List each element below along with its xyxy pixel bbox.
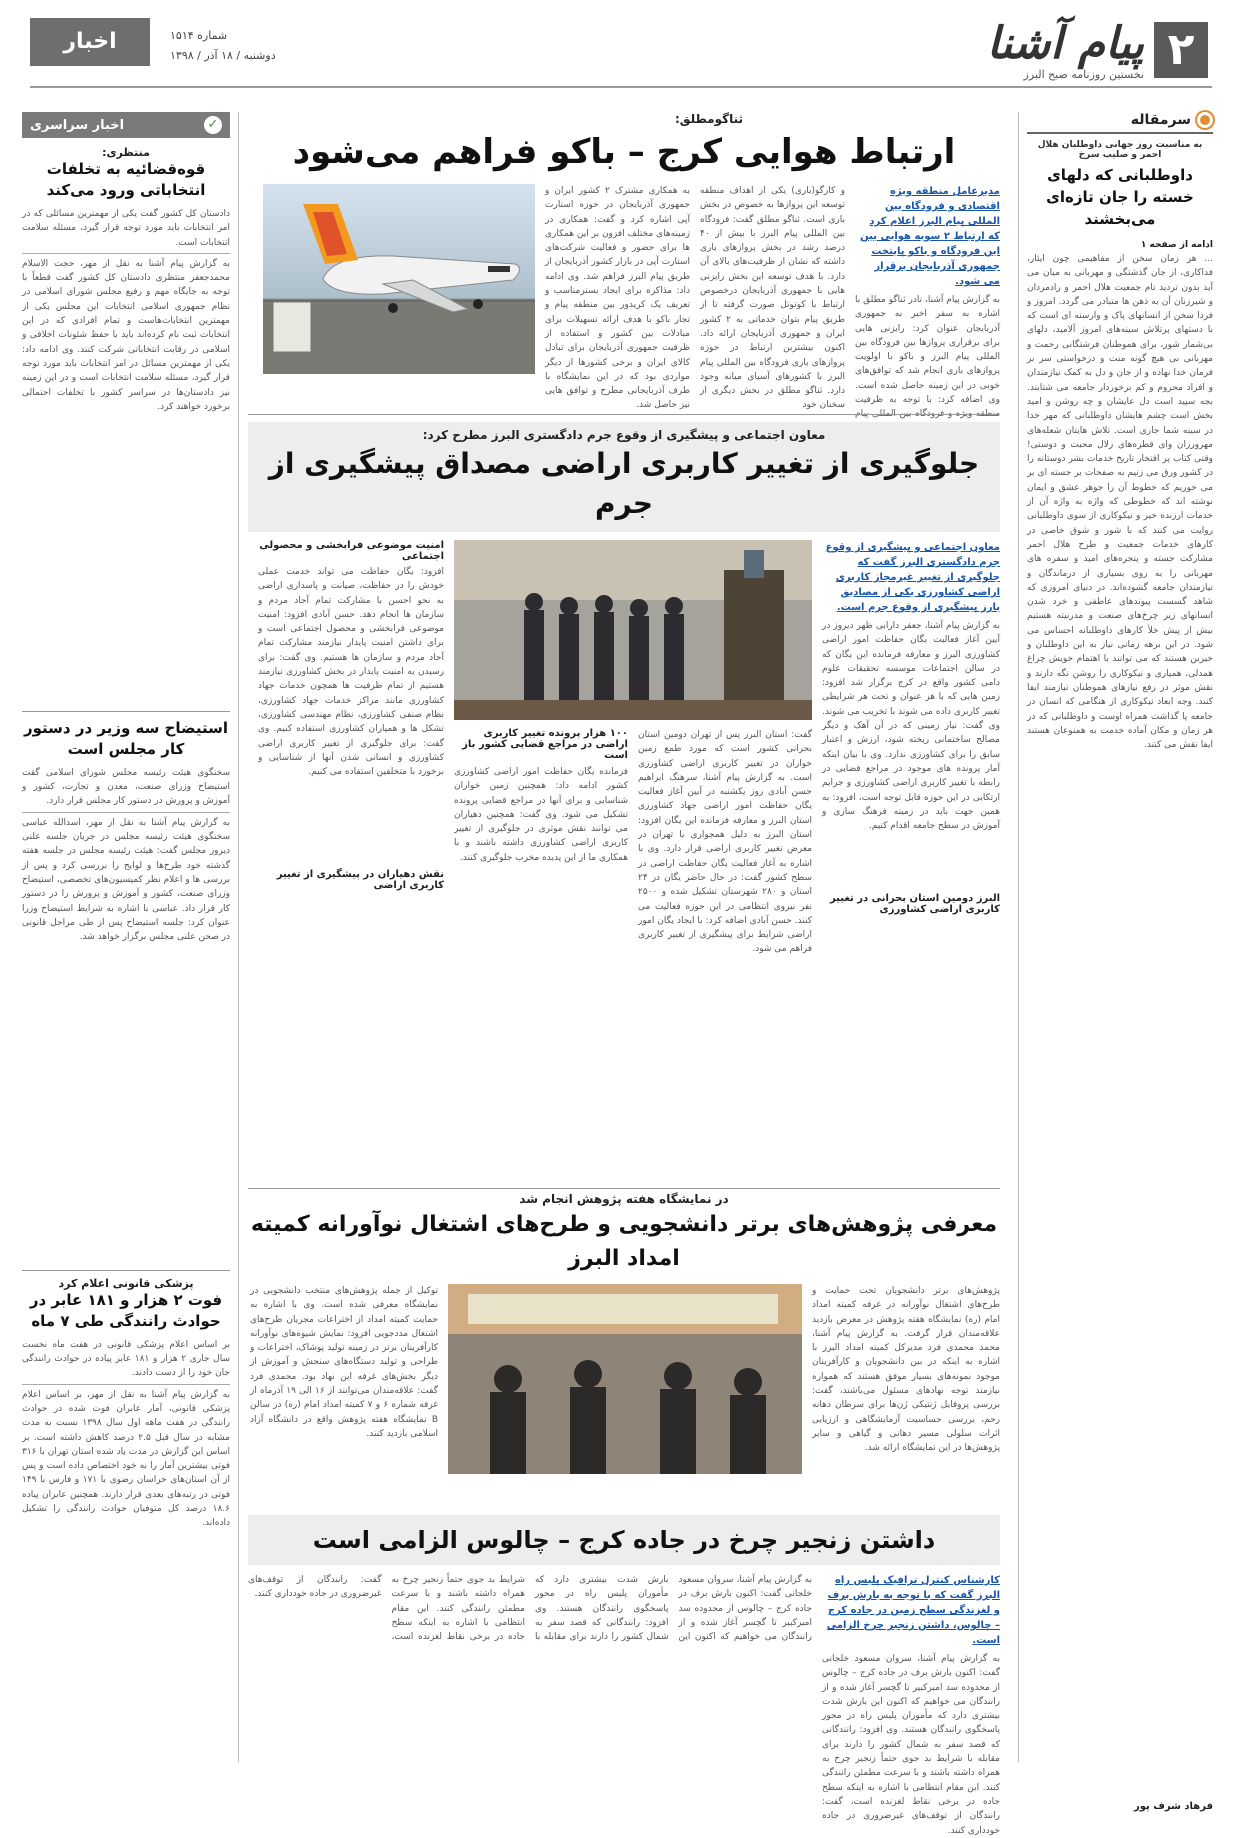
news-item	[22, 718, 230, 1264]
lead-kicker: ثناگومطلق:	[674, 112, 744, 126]
land-subhead: امنیت موضوعی فرابخشی و محصولی اجتماعی	[259, 540, 444, 562]
chain-title: داشتن زنجیر چرخ در جاده کرج – چالوس الزامی است	[312, 1526, 936, 1554]
research-story	[248, 1192, 1000, 1512]
lead-col	[700, 184, 846, 411]
chain-story	[248, 1515, 1000, 1836]
lead-col	[855, 184, 1000, 420]
airplane-photo	[263, 184, 535, 374]
land-col	[258, 540, 444, 990]
news-column	[22, 112, 230, 1762]
research-col-text: پژوهش‌های برتر دانشجویان تحت حمایت و طرح‌های اشتغال نوآورانه در غرفه کمیته امداد امام (ره) نمایشگاه هفته پژوهش در معرض بازدید علاقه‌مندان قرار گرفت. به گزارش پیام آشنا، محمد محمدی فرد مدیرکل کمیته امداد البرز با اشاره به اینکه در بین دانشجویان و کارآفرینان موجود نمونه‌های بسیار موفق هستند که همواره نیازمند توجه نهادهای مسئول می‌باشند، گفت: بررسی پروفایل ژنتیکی ژن‌ها برای سرطان دهانه رحم، بررسی حساسیت آزمایشگاهی و ارزیابی اثرات سلولی مسیر دهانی و گیاهی و سایر پژوهش‌ها در این نمایشگاه ارائه شد.	[812, 1286, 1000, 1454]
editorial-continued: ادامه از صفحه ۱	[1140, 240, 1213, 250]
editorial-label: سرمقاله	[1130, 112, 1191, 128]
research-photo	[448, 1284, 802, 1474]
chain-col-text: به گزارش پیام آشنا، سروان مسعود خلجانی گفت: اکنون بارش برف در جاده کرج – چالوس از محدوده سد امیرکبیر تا گچسر آغاز شده و از رانندگان می خواهیم که اکنون این بارش شدت بیشتری دارد که مأموران پلیس راه در محور پاسخگوی رانندگان هستند. وی افزود: رانندگانی که قصد سفر به شمال کشور را دارند برای مقابله با شرایط بد جوی حتماً زنجیر چرخ به همراه داشته باشند و با سرعت مطمئن رانندگی کنند. این مقام انتظامی با اشاره به اینکه سطح جاده در برخی نقاط لغزنده است، گفت: رانندگان از توقف‌های غیرضروری در جاده خودداری کنند.	[248, 1575, 812, 1643]
masthead	[30, 18, 1212, 88]
lead-title: ارتباط هوایی کرج – باکو فراهم می‌شود	[292, 132, 956, 172]
news-body: به گزارش پیام آشنا به نقل از مهر، حجت الاسلام محمدجعفر منتظری دادستان کل کشور گفت قطعاً با توجه به جایگاه مهم و رفیع مجلس شورای اسلامی در نظام جمهوری اسلامی انتخابات این مجلس یکی از مهمترین انتخابات‌هاست و تمام افرادی که در این انتخابات ثبت نام کرده‌اند باید با حفظ شئونات اخلاقی و اسلامی در رقابت انتخاباتی شرکت کنند. وی ادامه داد: یکی از مهمترین مسائل در امر انتخابات باید مورد توجه قرار گیرد، مسئله سلامت انتخابات است و در این زمینه نیز دادستان‌ها در سراسر کشور با تخلفات احتمالی برخورد خواهند کرد.	[22, 258, 230, 412]
land-subhead: ۱۰۰ هزار پرونده تغییر کاربری اراضی در مراجع قضایی کشور باز است	[462, 728, 628, 761]
issue-number: شماره ۱۵۱۴	[170, 29, 228, 42]
editorial-author: فرهاد شرف پور	[1133, 1801, 1213, 1812]
column-divider	[238, 112, 239, 1762]
check-icon: ✓	[204, 116, 222, 134]
news-header	[22, 112, 230, 138]
issue-meta	[170, 26, 276, 66]
editorial-column	[1027, 112, 1213, 1812]
page-number: ۲	[1154, 22, 1208, 78]
newspaper-logo: پیام آشنا	[986, 18, 1144, 69]
section-divider	[248, 1188, 1000, 1189]
issue-date: دوشنبه / ۱۸ آذر / ۱۳۹۸	[170, 49, 276, 62]
news-title: استیضاح سه وزیر در دستور کار مجلس است	[24, 718, 228, 758]
exhibition-illustration	[448, 1284, 802, 1474]
land-kicker: معاون اجتماعی و پیشگیری از وقوع جرم دادگستری البرز مطرح کرد:	[422, 428, 826, 442]
airplane-illustration	[263, 184, 535, 374]
section-label: اخبار	[30, 18, 150, 66]
lead-col	[544, 184, 690, 411]
chain-col	[822, 1573, 1000, 1836]
tagline: نخستین روزنامه صبح البرز	[1023, 68, 1144, 81]
column-divider	[1018, 112, 1019, 1762]
land-story	[248, 422, 1000, 955]
news-body: به گزارش پیام آشنا به نقل از مهر، اسدالله عباسی سخنگوی هیئت رئیسه مجلس در جریان جلسه علنی دیروز مجلس گفت: هیئت رئیسه مجلس در جلسه هفته گذشته خود طرح‌ها و لوایح را بررسی کرد و پس از بررسی ها و اعلام نظر کمیسیون‌های تخصصی، استیضاح وزرای صنعت، کشور و آموزش و پرورش را در دستور کار قرار داد. عباسی با اشاره به شرایط استیضاح وزرا عنوان کرد: جلسه استیضاح پس از طی مراحل قانونی در صحن علنی مجلس برگزار خواهد شد.	[22, 817, 230, 943]
ceremony-photo	[454, 540, 812, 720]
lead-col-text: به همکاری مشترک ۲ کشور ایران و جمهوری آذربایجان در حوزه استارت آپی اشاره کرد و گفت: همکاری در زمینه‌های مختلف افزون بر این همکاری ها برای حضور و فعالیت شرکت‌های استارت آپی در بازار کشور آذربایجان از طریق پیام البرز فراهم شد. وی ادامه داد: مذاکره برای ایجاد بسترمناسب و تعریف یک کریدور بین منطقه پیام و تجار باکو با هدف ارائه تسهیلات برای مبادلات بین کشور و استفاده از ظرفیت جمهوری آذربایجان برای تبادل کالای ایران و برخی کشورها از دیگر مواردی بود که در این نمایشگاه با طرف آذربایجانی مطرح و توافق هایی نیز حاصل شد.	[544, 186, 690, 411]
news-lead: سخنگوی هیئت رئیسه مجلس شورای اسلامی گفت استیضاح وزرای صنعت، معدن و تجارت، کشور و آموزش و پرورش در دستور کار مجلس قرار دارد.	[22, 766, 230, 813]
editorial-header	[1027, 112, 1213, 134]
land-col-text: گفت: استان البرز پس از تهران دومین استان بحرانی کشور است که مورد طمع زمین خواران در تغییر کاربری اراضی کشاورزی است. به گزارش پیام آشنا، سرهنگ ابراهیم حسن آبادی روز یکشنبه در آیین آغاز فعالیت یگان حفاظت امور اراضی جهاد کشاورزی استان البرز و معارفه فرمانده این یگان افزود: استان البرز به دلیل همجواری با تهران در معرض تغییر کاربری اراضی قرار دارد. وی با اشاره به آغاز فعالیت یگان حفاظت اراضی در سطح کشور گفت: در حال حاضر یگان در ۲۴ استان و ۲۸۰ شهرستان تشکیل شده و ۲۵۰۰ نفر نیروی انتظامی در این حوزه فعالیت می کنند. حسن آبادی اضافه کرد: با ایجاد یگان امور اراضی شرایط برای پیشگیری از تغییر کاربری فراهم می شود.	[638, 730, 812, 955]
chain-columns	[248, 1573, 1000, 1836]
news-kicker: پزشکی قانونی اعلام کرد	[58, 1276, 194, 1290]
land-col-text: به گزارش پیام آشنا، جعفر دارابی ظهر دیروز در آیین آغاز فعالیت یگان حفاظت امور اراضی کشاورزی البرز و معارفه فرمانده این یگان که در سالن اجتماعات موسسه تحقیقات علوم دامی کشور واقع در کرج برگزار شد افزود: زمین هایی که با هر عنوان و تحت هر شرایطی تغییر کاربری داده می شوند با تخریب می شوند. وی گفت: نیاز زمینی که در آن آهک و دیگر مصالح ساختمانی ریخته شود، ارزش و اعتبار سابق را برای کشاورزی ندارد. وی با بیان اینکه آمار پرونده های موجود در مراجع قضایی در رابطه با تغییر کاربری اراضی کشاورزی و جرایم ارتکابی در این حوزه قابل توجه است، افزود: به همین جهت باید در زمینه فرهنگ سازی و آموزش در سطح جامعه اقدام کنیم.	[822, 621, 1000, 832]
news-item	[22, 146, 230, 705]
land-col	[822, 540, 1000, 990]
land-col-text: فرمانده یگان حفاظت امور اراضی کشاورزی کشور ادامه داد: همچنین زمین خواران شناسایی و برای آنها در مراجع قضایی پرونده تشکیل می شود. وی گفت: همچنین دهیاران می توانند نقش موثری در جلوگیری از تغییر کاربری اراضی کشاورزی داشته باشند و با همکاری ما از این پدیده مخرب جلوگیری کنند.	[454, 767, 628, 863]
lead-story	[248, 112, 1000, 420]
lead-col-text: به گزارش پیام آشنا، نادر ثناگو مطلق با اشاره به سفر اخیر به جمهوری آذربایجان عنوان کرد: رایزنی هایی برای برقراری پروازها بین فرودگاه بین المللی پیام البرز و باکو با اولویت پروازهای باری انجام شد که توافق‌های خوبی در این زمینه حاصل شده است. وی اضافه کرد: با توجه به ظرفیت منطقه ویژه و فرودگاه بین المللی پیام	[855, 295, 1000, 420]
land-col	[638, 728, 812, 995]
land-subhead: البرز دومین استان بحرانی در تغییر کاربری اراضی کشاورزی	[829, 893, 1000, 915]
lead-columns	[248, 184, 1000, 420]
land-middle	[454, 540, 812, 990]
chain-intro: کارشناس کنترل ترافیک پلیس راه البرز گفت که با توجه به بارش برف و لغزندگی سطح زمین در جاده کرج – چالوس، داشتن زنجیر چرخ الزامی است.	[826, 1575, 1000, 1646]
news-title: فوت ۲ هزار و ۱۸۱ عابر در حوادث رانندگی طی ۷ ماه	[29, 1290, 223, 1330]
section-divider	[248, 414, 1000, 415]
research-title: معرفی پژوهش‌های برتر دانشجویی و طرح‌های اشتغال نوآورانه کمیته امداد البرز	[250, 1212, 998, 1271]
editorial-body: ... هر زمان سخن از مفاهیمی چون ایثار، فداکاری، از جان گذشتگی و مهربانی به میان می آید بدون تردید نام جمعیت هلال احمر و رادمردان و شیرزنان آن به ذهن ها متبادر می گردد. امروز و فردا سخن از انسانهای پاک و وارسته ای است که با دستهای پرتلاش سینه‌های امروز آلامید، دلهای بی‌شمار شور، برای هموطنان فرشتگانی رحمت و مهربانی بی هیچ گونه منت و درخواستی سر بر فرمان خدا نهاده و از جان و دل به کمک نیازمندان و افراد محروم و کم برخوردار جامعه می شتابند. بجه سپید است دل عایشان و چه روشن و امید بخش است چشم هایشان داوطلبانی که مهر خدا در سینه شما جاری است. تلاش هایتان شعله‌های مهرورزان وای قطره‌های زلال محبت و دوستی! وقتی کتاب پر افتخار تاریخ خدمات بشر دوستانه را در کشور ورق می زنیم به صفحات بر جسته ای بر می خوریم که خطوط آن را جوهر عشق و ایمان نوشته اند که خطوطی که واژه به واژه آن از خدمات ارزنده خیر و نیکوکاری از سوی داوطلبانی روایت می کنند که با شور و شوق خاصی در کارهای خدمات جمعیت و طرح هلال احمر مشارکت جسته و پنجره‌های امید و سفره های مهربانی را به روی بسیاری از درماندگان و نیازمندان جامعه گشوده‌اند. در دنیای امروزی که شاهد گسست پیوندهای عاطفی و خرد شدن انسانهای زیر چرخ‌های صنعت و مدرنیته هستیم بیش از پیش خلأ کارهای داوطلبانه احساس می شود. در این برهه زمانی نیاز به این داوطلبان و خیرین هستند که می توانند با اهتمام خویش چراغ همدلی، همیاری و نیکوکاری را روشن نگه دارند و نقش موثر در رفع نیازهای هموطنان نیازمند ایفا کنند. وجه ابعاد نیکوکاری از هنگامی که انسان در جامعه پا گذاشت همراه اوست و داوطلبانی که در هر زمان و مکان آماده خدمت به همنوعان هستند ایفا نقش می کنند.	[1027, 254, 1213, 751]
research-col	[250, 1284, 438, 1544]
news-lead: بر اساس اعلام پزشکی قانونی در هفت ماه نخست سال جاری ۲ هزار و ۱۸۱ عابر پیاده در حوادث رانندگی جان خود را از دست دادند.	[22, 1338, 230, 1385]
editorial-title: داوطلبانی که دلهای خسته را جان تازه‌ای می‌بخشند	[1046, 166, 1194, 228]
land-title: جلوگیری از تغییر کاربری اراضی مصداق پیشگیری از جرم	[268, 447, 980, 520]
research-columns	[248, 1284, 1000, 1544]
research-col-text: توکیل از جمله پژوهش‌های منتخب دانشجویی در نمایشگاه معرفی شده است. وی با اشاره به حمایت کمیته امداد از اختراعات مجریان طرح‌های اشتغال مددجویی افزود: نمایش شیوه‌های نوآورانه کارآفرینان برتر در زمینه تولید پوشاک، اختراعات و طراحی و تولید دستگاه‌های سنجش و آموزش از دیگر بخش‌های غرفه این نهاد بود. محمدی فرد گفت: علاقه‌مندان می‌توانند از ۱۶ الی ۱۹ آذرماه از غرفه شماره ۶ و ۷ کمیته امداد امام (ره) در سالن B نمایشگاه هفته پژوهش واقع در دانشگاه آزاد اسلامی بازدید کنند.	[250, 1286, 438, 1439]
land-col	[454, 728, 628, 995]
research-kicker: در نمایشگاه هفته پژوهش انجام شد	[519, 1192, 729, 1206]
land-intro: معاون اجتماعی و پیشگیری از وقوع جرم دادگستری البرز گفت که جلوگیری از تغییر غیرمجاز کاربری اراضی کشاورزی یکی از مصادیق بارز پیشگیری از وقوع جرم است.	[825, 542, 1000, 613]
ceremony-illustration	[454, 540, 812, 720]
news-lead: دادستان کل کشور گفت یکی از مهمترین مسائلی که در امر انتخابات باید مورد توجه قرار گیرد، مسئله سلامت انتخابات است.	[22, 207, 230, 254]
research-col	[812, 1284, 1000, 1544]
chain-col-text: به گزارش پیام آشنا، سروان مسعود خلجانی گفت: اکنون بارش برف در جاده کرج – چالوس از محدوده سد امیرکبیر تا گچسر آغاز شده و از رانندگان می خواهیم که اکنون این بارش شدت بیشتری دارد که مأموران پلیس راه در محور پاسخگوی رانندگان هستند. وی افزود: رانندگانی که قصد سفر به شمال کشور را دارند برای مقابله با شرایط بد جوی حتماً زنجیر چرخ به همراه داشته باشند و با سرعت مطمئن رانندگی کنند. این مقام انتظامی با اشاره به اینکه سطح جاده در برخی نقاط لغزنده است، گفت: رانندگان از توقف‌های غیرضروری در جاده خودداری کنند.	[822, 1654, 1000, 1836]
news-divider	[22, 711, 230, 712]
lead-col-text: و کارگو(باری) یکی از اهداف منطقه توسعه این پروازها به خصوص در بخش باری است. ثناگو مطلق گفت: فرودگاه بین المللی پیام البرز با بیش از ۴۰ درصد رشد در بخش پروازهای باری داشته که نشان از ظرفیت‌های بالای آن دارد. با هدف توسعه این بخش رایزنی هایی با جمهوری آذربایجان درخصوص ارتباط با کوتوتل صورت گرفته تا از طریق پیام بتوان خدماتی به ۲ کشور ایران و جمهوری آذربایجان ارائه داد. اکنون بیشترین ارتباط در حوزه پروازهای باری فرودگاه بین المللی پیام البرز با کشورهای آسیای میانه وجود دارد. ثناگو مطلق در بخش دیگری از سخنان خود	[700, 186, 846, 411]
chain-col	[248, 1573, 812, 1782]
land-subhead: نقش دهیاران در پیشگیری از تغییر کاربری اراضی	[276, 869, 444, 891]
news-label: اخبار سراسری	[30, 117, 125, 133]
land-col-text: افزود: یگان حفاظت می تواند خدمت عملی خودش را در حفاظت، صیانت و پاسداری اراضی به نحو احسن با مشارکت تمام آحاد مردم و سازمان ها انجام دهد. حسن آبادی افزود: امنیت موضوعی فرابخشی و محصول اجتماعی است و برای داشتن امنیت پایدار نیازمند مشارکت تمام آحاد مردم و سازمان ها هستیم. وی گفت: برای رسیدن به امنیت پایدار در بخش کشاورزی نیازمند هستیم از تمام ظرفیت ها همچون خدمات جهاد کشاورزی مانند مراکز خدمات جهاد کشاورزی، نظام صنفی کشاورزی، نظام مهندسی کشاورزی، تشکل ها و همیاران کشاورزی استفاده کنیم. وی گفت: برای جلوگیری از تغییر کاربری اراضی کشاورزی و انسانی شدن آنها از شناسایی و برخورد با متخلفین استفاده می کنیم.	[258, 567, 444, 778]
news-divider	[22, 1270, 230, 1271]
editorial-icon	[1197, 112, 1213, 128]
lead-intro: مدیرعامل منطقه ویژه اقتصادی و فرودگاه بین المللی پیام البرز اعلام کرد که ارتباط ۲ سویه هوایی بین این فرودگاه و باکو پایتخت جمهوری آذربایجان برقرار می شود.	[860, 186, 1000, 287]
news-title: قوه‌قضائیه به تخلفات انتخاباتی ورود می‌کند	[46, 160, 206, 199]
news-item	[22, 1277, 230, 1658]
news-kicker: منتظری:	[102, 146, 150, 159]
editorial-kicker: به مناسبت روز جهانی داوطلبان هلال احمر و صلیب سرخ	[1037, 140, 1203, 160]
land-columns	[248, 540, 1000, 990]
news-body: به گزارش پیام آشنا به نقل از مهر، بر اساس اعلام پزشکی قانونی، آمار عابران فوت شده در حوادث رانندگی در هفت ماهه اول سال ۱۳۹۸ نسبت به مدت مشابه در سال قبل ۲.۵ درصد کاهش داشته است. بر اساس این گزارش در مدت یاد شده استان تهران با ۳۱۶ فوتی بیشترین آمار را به خود اختصاص داده است و پس از آن استان‌های خراسان رضوی با ۱۷۱ و فارس با ۱۴۹ فوتی در رتبه‌های بعدی قرار دارند. همچنین عابران پیاده ۱۸.۶ درصد کل متوفیان حوادث رانندگی را تشکیل داده‌اند.	[22, 1389, 230, 1529]
